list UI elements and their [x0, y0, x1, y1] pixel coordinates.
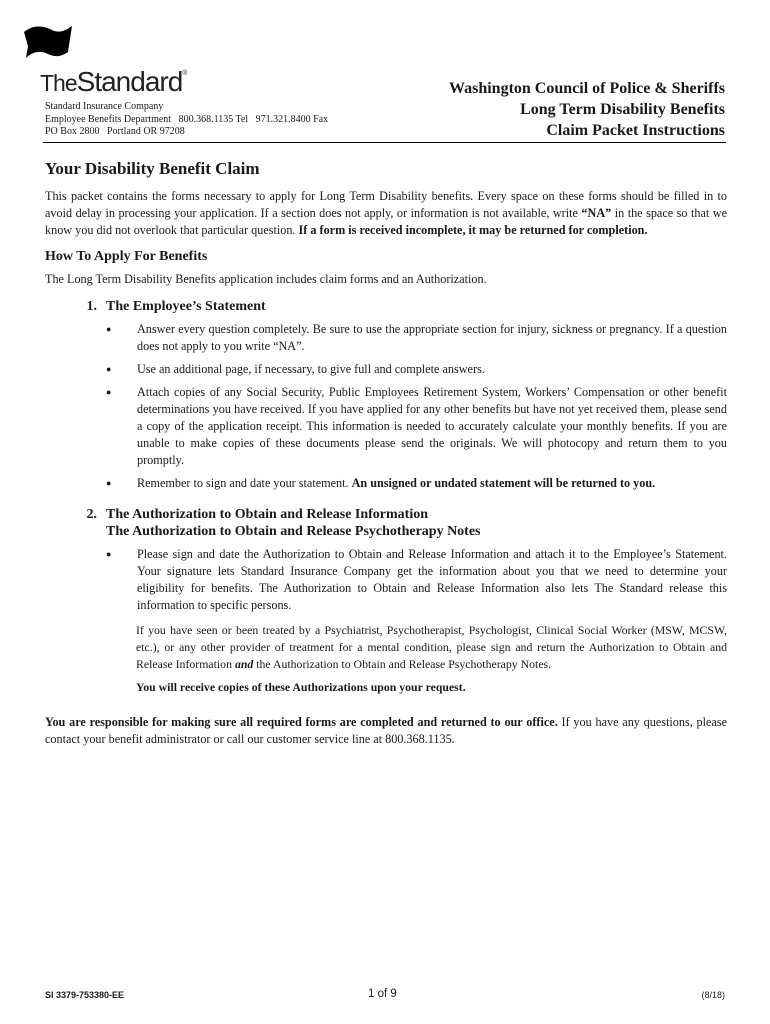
page-heading: Your Disability Benefit Claim — [45, 159, 260, 178]
bullet-icon: ● — [106, 387, 112, 397]
header-divider — [43, 142, 726, 143]
form-number: SI 3379-753380-EE — [45, 990, 125, 1000]
section-1-title: 1. The Employee’s Statement — [86, 299, 266, 314]
standard-logo: TheStandard® — [40, 66, 188, 97]
bullet-icon: ● — [106, 549, 112, 559]
bullet-icon: ● — [106, 364, 112, 374]
company-name: Standard Insurance Company — [45, 101, 164, 112]
list-item: ● Answer every question completely. Be sure to use the appropriate section for injury, sickness or pregnancy. If a question does not apply to you write “NA”. — [106, 322, 727, 353]
section-2-title: 2. The Authorization to Obtain and Release Information The Authorization to Obtain and Release Psychotherapy Notes — [86, 507, 481, 539]
bullet-icon: ● — [106, 478, 112, 488]
final-paragraph: You are responsible for making sure all required forms are completed and returned to our office. If you have any questions, please contact your benefit administrator or call our customer service line at 800.368.1135. — [45, 715, 727, 746]
document-title — [449, 78, 725, 141]
main-content — [45, 159, 727, 748]
flag-logo-icon — [22, 22, 74, 62]
list-item: ● Please sign and date the Authorization to Obtain and Release Information and attach it to the Employee’s Statement. Your signature lets Standard Insurance Company get the information about you that we need to determine your eligibility for benefits. The Authorization to Obtain and Release Information also lets The Standard release this information to specific persons. — [106, 547, 727, 612]
list-item: ● Remember to sign and date your statement. An unsigned or undated statement will be returned to you. — [106, 476, 656, 490]
list-item: ● Use an additional page, if necessary, to give full and complete answers. — [106, 362, 485, 376]
revision-date: (8/18) — [701, 990, 725, 1000]
page-number: 1 of 9 — [368, 988, 397, 1000]
title-line-2: Long Term Disability Benefits — [520, 101, 725, 118]
psychotherapy-paragraph: If you have seen or been treated by a Psychiatrist, Psychotherapist, Psychologist, Clinical Social Worker (MSW, MCSW, etc.), or any other provider of treatment for a mental condition, please sign and return the Authorization to Obtain and Release Information and the Authorization to Obtain and Release Psychotherapy Notes. — [136, 623, 727, 671]
apply-heading: How To Apply For Benefits — [45, 249, 208, 264]
department-line: Employee Benefits Department 800.368.1135 Tel 971.321.8400 Fax — [45, 113, 329, 125]
apply-text: The Long Term Disability Benefits application includes claim forms and an Authorization. — [45, 272, 487, 286]
bullet-icon: ● — [106, 324, 112, 334]
list-item: ● Attach copies of any Social Security, Public Employees Retirement System, Workers’ Compensation or other benefit determinations you have received. If you have applied for any other benefits but have not yet received them, please send a copy of the application receipt. This information is needed to accurately calculate your monthly benefits. If you are unable to make copies of these documents please send the originals. We will photocopy and return them to you promptly. — [106, 385, 727, 467]
title-line-1: Washington Council of Police & Sheriffs — [448, 80, 725, 97]
section-2-list — [45, 546, 727, 614]
intro-paragraph: This packet contains the forms necessary to apply for Long Term Disability benefits. Every space on these forms should be filled in to avoid delay in processing your application. If a section does not apply, or information is not available, write “NA” in the space so that we know you did not overlook that particular question. If a form is received incomplete, it may be returned for completion. — [45, 189, 727, 237]
section-1-list — [45, 321, 727, 492]
company-address: PO Box 2800 Portland OR 97208 — [45, 126, 185, 137]
title-line-3: Claim Packet Instructions — [546, 122, 725, 139]
authorization-note: You will receive copies of these Authorizations upon your request. — [136, 680, 466, 694]
company-info — [45, 101, 328, 139]
